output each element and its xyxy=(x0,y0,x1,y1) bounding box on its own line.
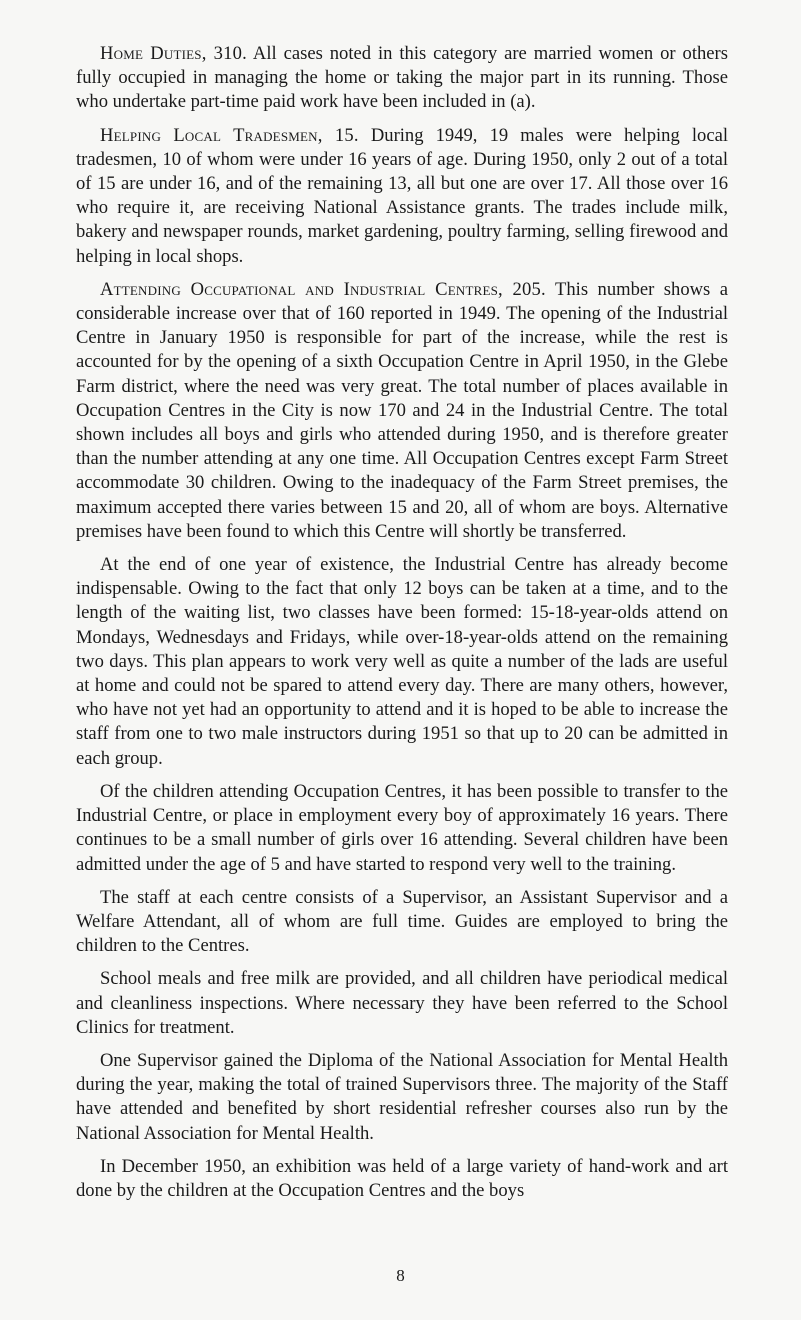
page-number: 8 xyxy=(396,1266,405,1285)
paragraph-text: In December 1950, an exhibition was held of a large variety of hand-work and art done by the children at the Occupation Centres and the boys xyxy=(76,1155,728,1201)
paragraph-text: One Supervisor gained the Diploma of the National Association for Mental Health during the year, making the total of trained Supervisors three. The majority of the Staff have attended and benefited by short residential refresher courses also run by the National Association for Mental Health. xyxy=(76,1049,728,1144)
paragraph-exhibition xyxy=(76,1155,728,1203)
paragraph-text: At the end of one year of existence, the Industrial Centre has already become indispensable. Owing to the fact that only 12 boys can be taken at a time, and to the length of the waiting list, two classes have been formed: 15-18-year-olds attend on Mondays, Wednesdays and Fridays, while over-18-year-olds attend on the remaining two days. This plan appears to work very well as quite a number of the lads are useful at home and could not be spared to attend every day. There are many others, however, who have not yet had an opportunity to attend and it is hoped to be able to increase the staff from one to two male instructors during 1951 so that up to 20 can be admitted in each group. xyxy=(76,554,728,769)
paragraph-occupational-centres xyxy=(76,278,728,544)
paragraph-school-meals xyxy=(76,967,728,1040)
document-body xyxy=(76,42,728,1212)
paragraph-text: The staff at each centre consists of a Supervisor, an Assistant Supervisor and a Welfare Attendant, all of whom are full time. Guides are employed to bring the children to the Centres. xyxy=(76,886,728,957)
paragraph-helping-tradesmen xyxy=(76,124,728,269)
section-heading-helping-tradesmen: Helping Local Tradesmen, 15. xyxy=(100,124,359,146)
paragraph-home-duties xyxy=(76,42,728,115)
paragraph-industrial-centre xyxy=(76,553,728,771)
paragraph-text: School meals and free milk are provided, and all children have periodical medical and cleanliness inspections. Where necessary they have been referred to the School Clinics for treatment. xyxy=(76,968,728,1038)
section-heading-home-duties: Home Duties, 310. xyxy=(100,43,248,64)
paragraph-text: Of the children attending Occupation Centres, it has been possible to transfer to the Industrial Centre, or place in employment every boy of approximately 16 years. There continues to be a small number of girls over 16 attending. Several children have been admitted under the age of 5 and have started to respond very well to the training. xyxy=(76,780,728,875)
paragraph-staff xyxy=(76,886,728,959)
paragraph-text: During 1949, 19 males were helping local tradesmen, 10 of whom were under 16 years of age. During 1950, only 2 out of a total of 15 are under 16, and of the remaining 13, all but one are over 17. All those over 16 who require it, are receiving National Assistance grants. The trades include milk, bakery and newspaper rounds, market gardening, poultry farming, selling firewood and helping in local shops. xyxy=(76,124,728,267)
paragraph-diploma xyxy=(76,1049,728,1146)
paragraph-text: This number shows a considerable increase over that of 160 reported in 1949. The opening of the Industrial Centre in January 1950 is responsible for part of the increase, while the rest is accounted for by the opening of a sixth Occupation Centre in April 1950, in the Glebe Farm district, where the need was very great. The total number of places available in Occupation Centres in the City is now 170 and 24 in the Industrial Centre. The total shown includes all boys and girls who attended during 1950, and is therefore greater than the number attending at any one time. All Occupation Centres except Farm Street accommodate 30 children. Owing to the inadequacy of the Farm Street premises, the maximum accepted there varies between 15 and 20, all of whom are boys. Alternative premises have been found to which this Centre will shortly be transferred. xyxy=(76,278,728,542)
paragraph-children-transfer xyxy=(76,780,728,877)
paragraph-text: All cases noted in this category are married women or others fully occupied in managing the home or taking the major part in its running. Those who undertake part-time paid work have been included in (a). xyxy=(76,43,728,113)
section-heading-occupational-centres: Attending Occupational and Industrial Centres, 205. xyxy=(100,278,546,300)
